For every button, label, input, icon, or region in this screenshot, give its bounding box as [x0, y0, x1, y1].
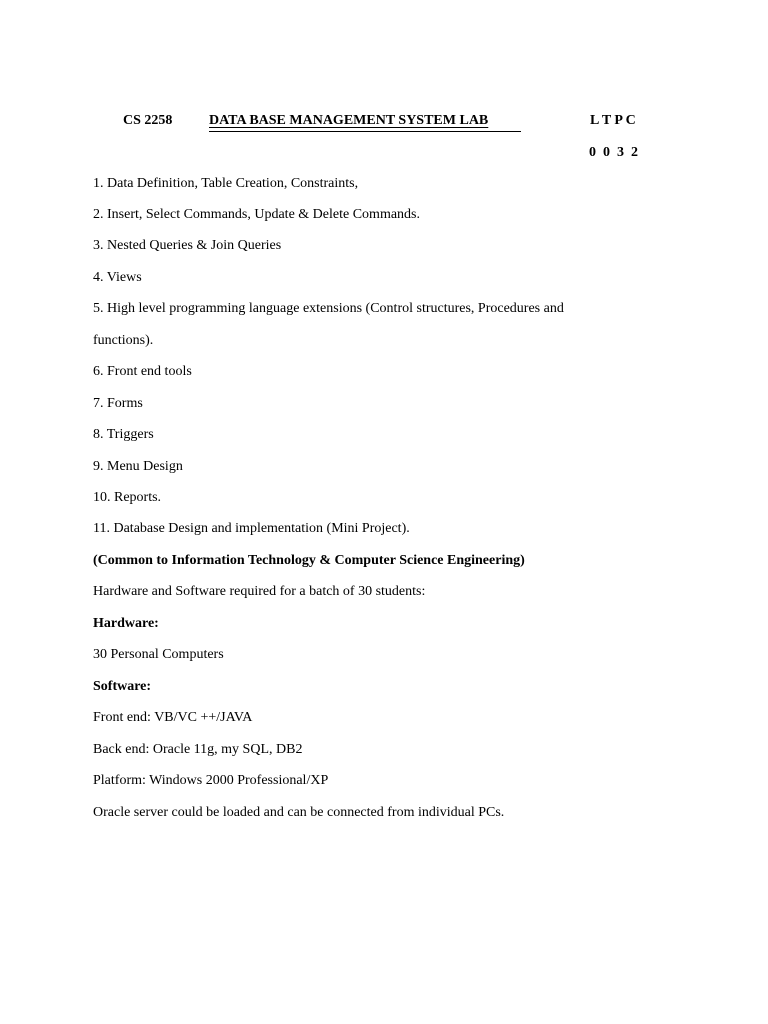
- course-title-double-underline: [209, 131, 521, 132]
- list-item: 8. Triggers: [93, 427, 154, 442]
- list-item-continuation: functions).: [93, 333, 154, 348]
- common-note: (Common to Information Technology & Computer Science Engineering): [93, 553, 525, 568]
- list-item: 5. High level programming language extensions (Control structures, Procedures and: [93, 301, 564, 316]
- software-item: Oracle server could be loaded and can be connected from individual PCs.: [93, 805, 505, 820]
- course-code: CS 2258: [123, 113, 173, 128]
- software-item: Front end: VB/VC ++/JAVA: [93, 710, 253, 725]
- credits-label: L T P C: [590, 113, 636, 128]
- list-item: 4. Views: [93, 270, 142, 285]
- list-item: 1. Data Definition, Table Creation, Constraints,: [93, 176, 359, 191]
- course-title: DATA BASE MANAGEMENT SYSTEM LAB: [209, 113, 489, 128]
- software-item: Platform: Windows 2000 Professional/XP: [93, 773, 329, 788]
- software-item: Back end: Oracle 11g, my SQL, DB2: [93, 742, 303, 757]
- credits-values: [589, 146, 645, 160]
- hardware-heading: Hardware:: [93, 616, 159, 631]
- software-heading: Software:: [93, 679, 152, 694]
- list-item: 10. Reports.: [93, 490, 162, 505]
- list-item: 7. Forms: [93, 396, 143, 411]
- credit-value-t: 0: [603, 145, 610, 160]
- credit-value-p: 3: [617, 145, 624, 160]
- list-item: 9. Menu Design: [93, 459, 183, 474]
- list-item: 11. Database Design and implementation (Mini Project).: [93, 521, 410, 536]
- credit-value-c: 2: [631, 145, 638, 160]
- list-item: 6. Front end tools: [93, 364, 192, 379]
- list-item: 3. Nested Queries & Join Queries: [93, 238, 282, 253]
- list-item: 2. Insert, Select Commands, Update & Delete Commands.: [93, 207, 420, 222]
- credit-value-l: 0: [589, 145, 596, 160]
- requirements-intro: Hardware and Software required for a batch of 30 students:: [93, 584, 426, 599]
- hardware-item: 30 Personal Computers: [93, 647, 224, 662]
